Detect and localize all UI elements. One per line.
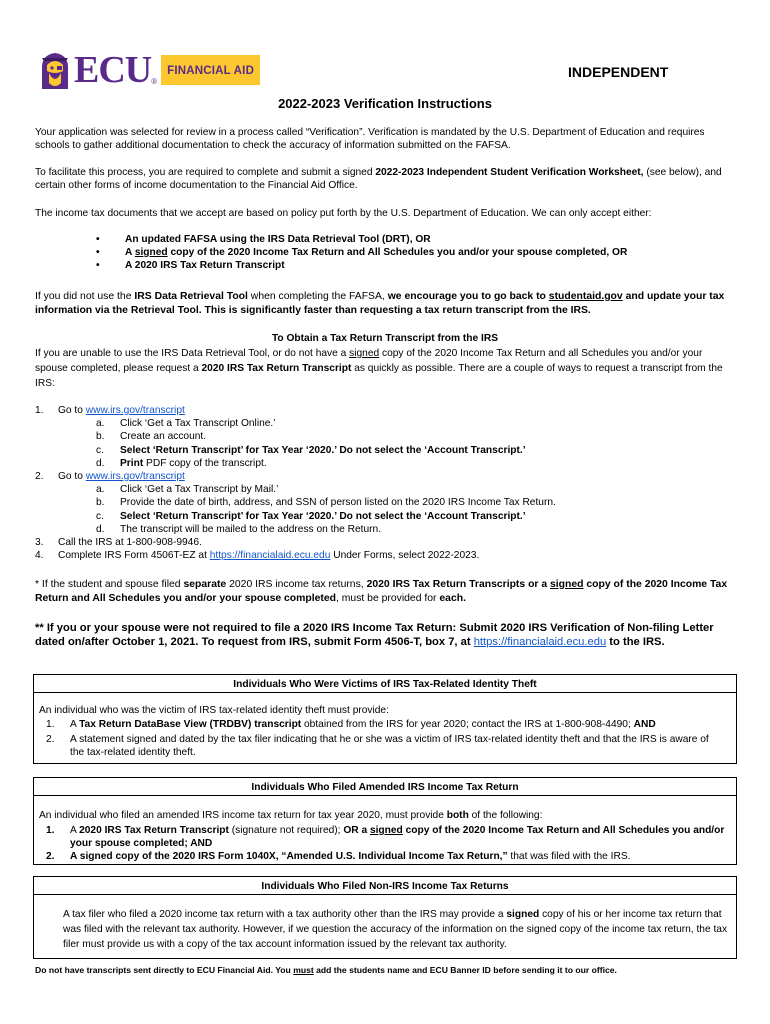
financialaid-link[interactable]: https://financialaid.ecu.edu — [473, 636, 607, 648]
drt-paragraph: If you did not use the IRS Data Retrieval Tool when completing the FAFSA, we encourage you to go back to studentaid.gov and update your tax information via the Retrieval Tool. This is significantly faster than requesting a tax return transcript from the IRS. — [35, 291, 725, 316]
step-2c: c. Select ‘Return Transcript’ for Tax Year ‘2020.’ Do not select the ‘Account Transcript.’ — [96, 510, 526, 522]
studentaid-link[interactable]: studentaid.gov — [548, 291, 623, 302]
intro-paragraph: Your application was selected for review in a process called “Verification”. Verification is mandated by the U.S. Department of Education and requires schools to gather additional documentation to check the accuracy of information submitted on the FAFSA. — [35, 127, 705, 151]
worksheet-paragraph: To facilitate this process, you are required to complete and submit a signed 2022-2023 Independent Student Verification Worksheet, (see below), and certain other forms of income documentation to the Financial Aid Office. — [35, 167, 722, 191]
accepted-docs-list — [0, 233, 627, 272]
list-item: • An updated FAFSA using the IRS Data Retrieval Tool (DRT), OR — [96, 234, 431, 245]
box-text: A tax filer who filed a 2020 income tax return with a tax authority other than the IRS may provide a signed copy of his or her income tax return that was filed with the relevant tax authority. However, if we question the accuracy of the information on the signed copy of the income tax return, the tax filer must provide us with a copy of the tax account information issued by the relevant tax authority. — [63, 909, 728, 950]
step-3: 3. Call the IRS at 1-800-908-9946. — [35, 536, 202, 548]
step-2: 2. Go to www.irs.gov/transcript — [35, 470, 185, 482]
step-1d: d. Print PDF copy of the transcript. — [96, 457, 267, 469]
box-heading: Individuals Who Filed Amended IRS Income Tax Return — [34, 778, 736, 796]
transcript-steps — [35, 404, 745, 562]
list-item: 2. A signed copy of the 2020 IRS Form 1040X, “Amended U.S. Individual Income Tax Return,” that was filed with the IRS. — [46, 851, 631, 862]
box-heading: Individuals Who Filed Non-IRS Income Tax Returns — [34, 877, 736, 895]
list-item: • A signed copy of the 2020 Income Tax Return and All Schedules you and/or your spouse completed, OR — [96, 247, 628, 258]
financialaid-link[interactable]: https://financialaid.ecu.edu — [209, 550, 331, 562]
step-2b: b. Provide the date of birth, address, and SSN of person listed on the 2020 IRS Income Tax Return. — [96, 497, 556, 509]
box-heading: Individuals Who Were Victims of IRS Tax-Related Identity Theft — [34, 675, 736, 693]
non-irs-returns-box — [33, 876, 737, 959]
ecu-financial-aid-logo — [38, 48, 260, 92]
amended-return-box — [33, 777, 737, 865]
box-intro: An individual who was the victim of IRS tax-related identity theft must provide: — [39, 705, 389, 716]
list-item: • A 2020 IRS Tax Return Transcript — [96, 260, 285, 271]
box-intro: An individual who filed an amended IRS income tax return for tax year 2020, must provide both of the following: — [39, 810, 543, 821]
ecu-wordmark: ECU — [74, 49, 152, 91]
irs-transcript-link[interactable]: www.irs.gov/transcript — [85, 470, 185, 482]
financial-aid-banner: FINANCIAL AID — [161, 55, 260, 85]
step-2a: a. Click ‘Get a Tax Transcript by Mail.’ — [96, 484, 279, 496]
registered-mark: ® — [151, 77, 158, 86]
transcript-paragraph: If you are unable to use the IRS Data Retrieval Tool, or do not have a signed copy of the 2020 Income Tax Return and all Schedules you and/or your spouse completed, please request a 2020 IRS Tax Return Transcript as quickly as possible. There are a couple of ways to request a transcript from the IRS: — [35, 348, 723, 389]
step-1b: b. Create an account. — [96, 431, 207, 443]
separate-returns-note: * If the student and spouse filed separate 2020 IRS income tax returns, 2020 IRS Tax Return Transcripts or a signed copy of the 2020 Income Tax Return and All Schedules you and/or your spouse completed, must be provided for each. — [35, 579, 728, 604]
accepted-docs-paragraph: The income tax documents that we accept are based on policy put forth by the U.S. Department of Education. We can only accept either: — [35, 208, 652, 219]
list-item: 2. A statement signed and dated by the tax filer indicating that he or she was a victim of IRS tax-related identity theft and that the IRS is aware of the tax-related identity theft. — [46, 734, 709, 758]
non-filing-note: ** If you or your spouse were not required to file a 2020 IRS Income Tax Return: Submit 2020 IRS Verification of Non-filing Letter dated on/after October 1, 2021. To request from IRS, submit Form 4506-T, box 7, at https://financialaid.ecu.edu to the IRS. — [35, 622, 714, 648]
footer-note: Do not have transcripts sent directly to ECU Financial Aid. You must add the students name and ECU Banner ID before sending it to our office. — [35, 965, 617, 975]
student-status-heading: INDEPENDENT — [568, 64, 669, 80]
pirate-icon — [38, 49, 72, 91]
list-item: 1. A 2020 IRS Tax Return Transcript (signature not required); OR a signed copy of the 2020 Income Tax Return and All Schedules you and/or your spouse completed; AND — [46, 825, 725, 849]
bullet-icon: • — [96, 260, 100, 271]
page-title: 2022-2023 Verification Instructions — [278, 96, 492, 111]
bullet-icon: • — [96, 234, 100, 245]
step-2d: d. The transcript will be mailed to the address on the Return. — [96, 523, 382, 535]
transcript-heading: To Obtain a Tax Return Transcript from the IRS — [271, 333, 499, 344]
step-1a: a. Click ‘Get a Tax Transcript Online.’ — [96, 418, 276, 430]
step-1: 1. Go to www.irs.gov/transcript — [35, 405, 185, 416]
step-1c: c. Select ‘Return Transcript’ for Tax Year ‘2020.’ Do not select the ‘Account Transcript.’ — [96, 444, 526, 456]
step-4: 4. Complete IRS Form 4506T-EZ at https://financialaid.ecu.edu Under Forms, select 2022-2023. — [35, 550, 480, 562]
irs-transcript-link[interactable]: www.irs.gov/transcript — [85, 405, 185, 416]
list-item: 1. A Tax Return DataBase View (TRDBV) transcript obtained from the IRS for year 2020; contact the IRS at 1-800-908-4490; AND — [46, 719, 656, 730]
identity-theft-box — [33, 674, 737, 764]
bullet-icon: • — [96, 247, 100, 258]
